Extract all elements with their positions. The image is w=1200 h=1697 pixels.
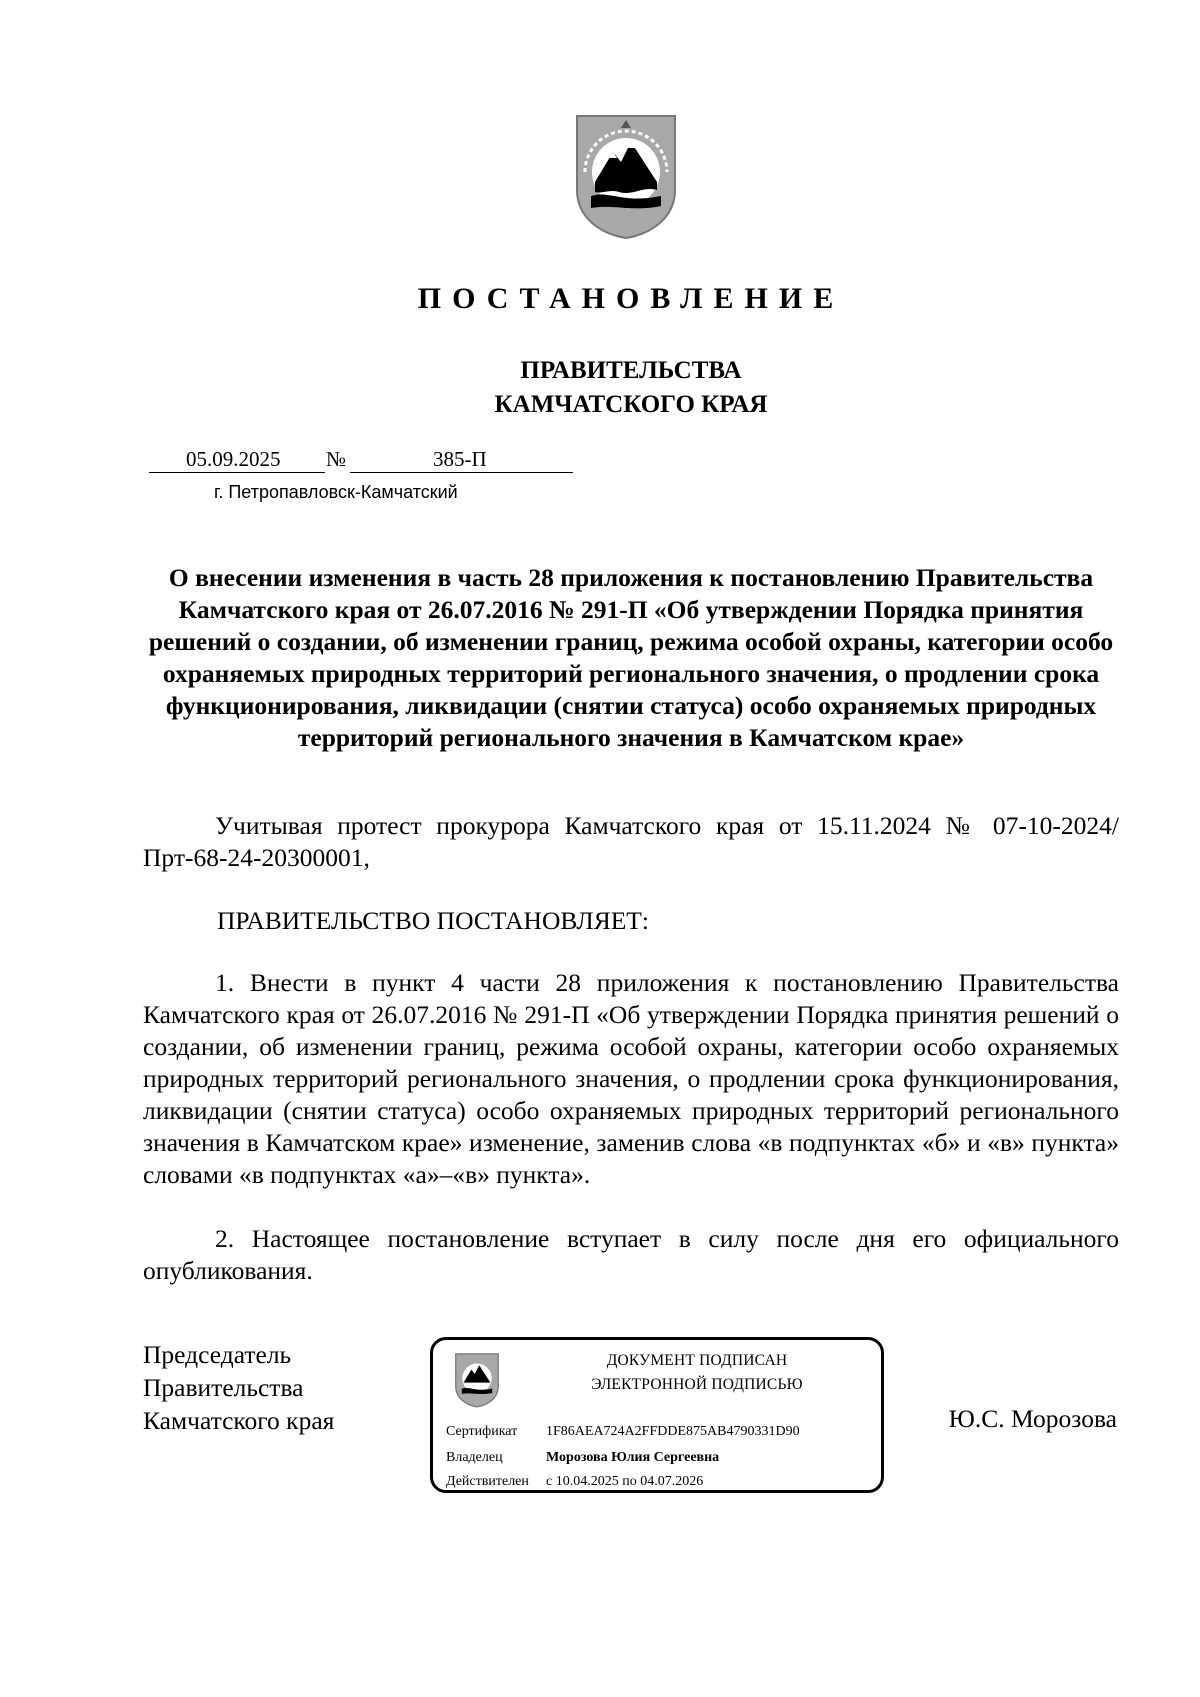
coat-of-arms-icon <box>573 112 679 240</box>
item-2-paragraph: 2. Настоящее постановление вступает в силу после дня его официального опубликования. <box>143 1224 1119 1285</box>
certificate-value: 1F86AEA724A2FFDDE875AB4790331D90 <box>546 1424 800 1439</box>
validity-value: с 10.04.2025 по 04.07.2026 <box>546 1474 704 1489</box>
certificate-row <box>446 1424 800 1440</box>
issuer-line-2: КАМЧАТСКОГО КРАЯ <box>494 391 768 418</box>
issuer-line-1: ПРАВИТЕЛЬСТВА <box>520 357 742 384</box>
document-date: 05.09.2025 <box>186 447 281 471</box>
coat-of-arms-icon <box>454 1352 500 1408</box>
electronic-signature-stamp <box>430 1337 884 1493</box>
signatory-name: Ю.С. Морозова <box>948 1404 1117 1433</box>
validity-row <box>446 1474 703 1490</box>
stamp-header-line-2: ЭЛЕКТРОННОЙ ПОДПИСЬЮ <box>591 1376 803 1393</box>
decree-line: ПРАВИТЕЛЬСТВО ПОСТАНОВЛЯЕТ: <box>217 906 649 935</box>
number-sign: № <box>326 447 347 471</box>
owner-value: Морозова Юлия Сергеевна <box>546 1450 720 1465</box>
certificate-label: Сертификат <box>446 1424 518 1439</box>
considering-paragraph: Учитывая протест прокурора Камчатского края от 15.11.2024 № 07-10-2024/Прт-68-24-20300001, <box>143 811 1119 872</box>
owner-row <box>446 1450 719 1466</box>
stamp-header-line-1: ДОКУМЕНТ ПОДПИСАН <box>606 1352 788 1369</box>
signatory-position <box>143 1338 334 1437</box>
position-line: Камчатского края <box>143 1406 335 1435</box>
document-heading: О внесении изменения в часть 28 приложения к постановлению Правительства Камчатского края от 26.07.2016 № 291-П «Об утверждении Порядка принятия решений о создании, об изменении границ, режима особой охраны, категории особо охраняемых природных территорий регионального значения, о продлении срока функционирования, ликвидации (снятии статуса) особо охраняемых природных территорий регионального значения в Камчатском крае» <box>148 563 1114 752</box>
city-line: г. Петропавловск-Камчатский <box>214 482 458 502</box>
document-number: 385-П <box>433 447 487 471</box>
position-line: Правительства <box>143 1373 304 1402</box>
number-underline <box>350 472 573 473</box>
item-1-paragraph: 1. Внести в пункт 4 части 28 приложения к постановлению Правительства Камчатского края от 26.07.2016 № 291-П «Об утверждении Порядка принятия решений о создании, об изменении границ, режима особой охраны, категории особо охраняемых природных территорий регионального значения, о продлении срока функционирования, ликвидации (снятии статуса) особо охраняемых природных территорий регионального значения в Камчатском крае» изменение, заменив слова «в подпунктах «б» и «в» пункта» словами «в подпунктах «а»–«в» пункта». <box>143 968 1119 1189</box>
document-type-title: ПОСТАНОВЛЕНИЕ <box>417 282 845 315</box>
date-underline <box>149 472 325 473</box>
owner-label: Владелец <box>446 1450 503 1465</box>
position-line: Председатель <box>143 1340 292 1369</box>
validity-label: Действителен <box>446 1474 529 1489</box>
